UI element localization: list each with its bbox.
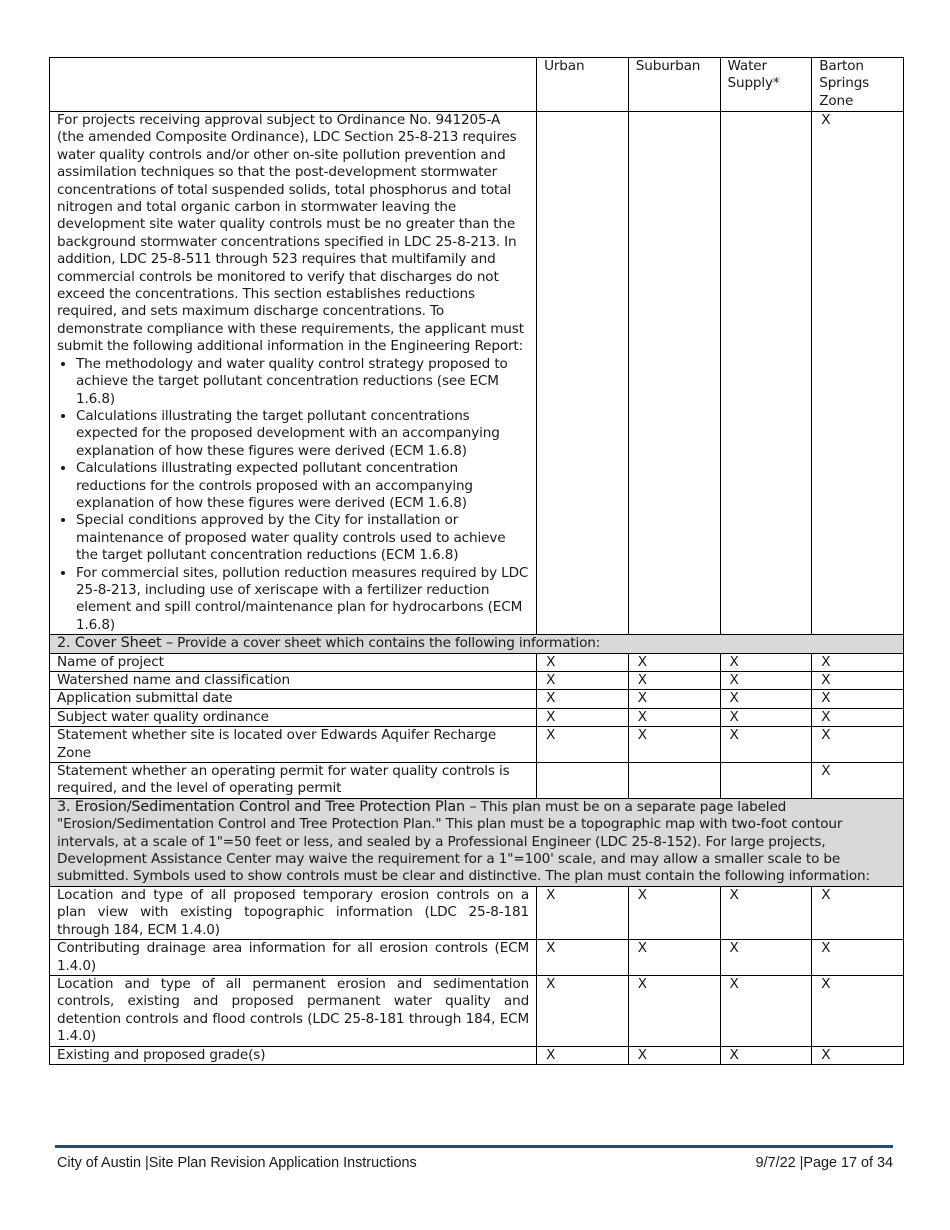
mark-urban: X <box>537 940 629 976</box>
mark-water-supply: X <box>720 690 812 708</box>
mark-suburban: X <box>628 886 720 939</box>
mark-barton-springs: X <box>812 708 904 726</box>
mark-suburban: X <box>628 975 720 1046</box>
list-item: • Calculations illustrating the target pollutant concentrations expected for the proposed development with an accompanying explanation of how these figures were derived (ECM 1.6.8) <box>76 408 529 460</box>
table-row <box>50 727 904 763</box>
table-row <box>50 975 904 1046</box>
row-label: Location and type of all permanent erosion and sedimentation controls, existing and proposed permanent water quality and detention controls and flood controls (LDC 25-8-181 through 184, ECM 1.4.0) <box>50 975 537 1046</box>
mark-suburban: X <box>628 653 720 671</box>
mark-barton-springs: X <box>812 1046 904 1064</box>
mark-urban: X <box>537 653 629 671</box>
mark-barton-springs: X <box>812 672 904 690</box>
mark-urban <box>537 763 629 799</box>
mark-suburban <box>628 112 720 635</box>
mark-water-supply: X <box>720 975 812 1046</box>
row-label: Watershed name and classification <box>50 672 537 690</box>
section-2-header <box>50 635 904 653</box>
mark-urban: X <box>537 708 629 726</box>
mark-barton-springs: X <box>812 727 904 763</box>
row-label: Statement whether site is located over Edwards Aquifer Recharge Zone <box>50 727 537 763</box>
mark-urban: X <box>537 886 629 939</box>
intro-bullet-list <box>57 356 529 635</box>
mark-water-supply: X <box>720 672 812 690</box>
mark-water-supply <box>720 763 812 799</box>
mark-urban: X <box>537 672 629 690</box>
mark-urban: X <box>537 690 629 708</box>
header-urban: Urban <box>537 58 629 112</box>
table-row <box>50 940 904 976</box>
requirements-table <box>49 57 904 1065</box>
mark-water-supply: X <box>720 708 812 726</box>
mark-barton-springs: X <box>812 940 904 976</box>
table-row <box>50 708 904 726</box>
mark-barton-springs: X <box>812 112 904 635</box>
table-row <box>50 886 904 939</box>
mark-barton-springs: X <box>812 653 904 671</box>
row-label: Subject water quality ordinance <box>50 708 537 726</box>
table-row <box>50 653 904 671</box>
mark-suburban: X <box>628 940 720 976</box>
section-3-header <box>50 798 904 886</box>
section-2-text: Provide a cover sheet which contains the following information: <box>173 635 601 652</box>
table-row <box>50 1046 904 1064</box>
mark-suburban <box>628 763 720 799</box>
table-header-row <box>50 58 904 112</box>
intro-cell <box>50 112 537 635</box>
footer-rule <box>55 1145 893 1148</box>
mark-suburban: X <box>628 708 720 726</box>
section-2-header-row <box>50 635 904 653</box>
row-label: Name of project <box>50 653 537 671</box>
mark-water-supply: X <box>720 886 812 939</box>
header-suburban: Suburban <box>628 58 720 112</box>
table-row <box>50 763 904 799</box>
list-item: • Calculations illustrating expected pollutant concentration reductions for the controls proposed with an accompanying explanation of how these figures were derived (ECM 1.6.8) <box>76 460 529 512</box>
mark-water-supply: X <box>720 1046 812 1064</box>
mark-water-supply <box>720 112 812 635</box>
mark-urban: X <box>537 1046 629 1064</box>
row-label: Existing and proposed grade(s) <box>50 1046 537 1064</box>
mark-urban <box>537 112 629 635</box>
intro-text: For projects receiving approval subject to Ordinance No. 941205-A (the amended Composite Ordinance), LDC Section 25-8-213 requires water quality controls and/or other on-site pollution prevention and assimilation techniques so that the post-development stormwater concentrations of total suspended solids, total phosphorus and total nitrogen and total organic carbon in stormwater leaving the development site water quality controls must be no greater than the background stormwater concentrations specified in LDC 25-8-213. In addition, LDC 25-8-511 through 523 requires that multifamily and commercial controls be monitored to verify that discharges do not exceed the concentrations. This section establishes reductions required, and sets maximum discharge concentrations. To demonstrate compliance with these requirements, the applicant must submit the following additional information in the Engineering Report: <box>57 112 524 355</box>
mark-suburban: X <box>628 727 720 763</box>
list-item: • Special conditions approved by the City for installation or maintenance of proposed water quality controls used to achieve the target pollutant concentration reductions (ECM 1.6.8) <box>76 512 529 564</box>
header-water-supply: Water Supply* <box>720 58 812 112</box>
list-item: • The methodology and water quality control strategy proposed to achieve the target pollutant concentration reductions (see ECM 1.6.8) <box>76 356 529 408</box>
header-blank-cell <box>50 58 537 112</box>
row-label: Application submittal date <box>50 690 537 708</box>
section-3-text: This plan must be on a separate page labeled "Erosion/Sedimentation Control and Tree Protection Plan." This plan must be a topographic map with two-foot contour intervals, at a scale of 1"=50 feet or less, and sealed by a Professional Engineer (LDC 25-8-152). For large projects, Development Assistance Center may waive the requirement for a 1"=100' scale, and may allow a smaller scale to be submitted. Symbols used to show controls must be clear and distinctive. The plan must contain the following information: <box>57 798 870 885</box>
mark-water-supply: X <box>720 940 812 976</box>
section-2-title: 2. Cover Sheet – <box>57 635 173 652</box>
mark-barton-springs: X <box>812 690 904 708</box>
table-row <box>50 690 904 708</box>
list-item: • For commercial sites, pollution reduction measures required by LDC 25-8-213, including use of xeriscape with a fertilizer reduction element and spill control/maintenance plan for hydrocarbons (ECM 1.6.8) <box>76 565 529 635</box>
mark-water-supply: X <box>720 653 812 671</box>
intro-row <box>50 112 904 635</box>
mark-urban: X <box>537 975 629 1046</box>
row-label: Contributing drainage area information for all erosion controls (ECM 1.4.0) <box>50 940 537 976</box>
table-row <box>50 672 904 690</box>
mark-urban: X <box>537 727 629 763</box>
footer-page-number: 9/7/22 |Page 17 of 34 <box>755 1155 893 1171</box>
section-3-title: 3. Erosion/Sedimentation Control and Tree Protection Plan – <box>57 798 477 815</box>
mark-suburban: X <box>628 672 720 690</box>
header-barton-springs-zone: Barton Springs Zone <box>812 58 904 112</box>
mark-suburban: X <box>628 690 720 708</box>
mark-suburban: X <box>628 1046 720 1064</box>
row-label: Statement whether an operating permit for water quality controls is required, and the level of operating permit <box>50 763 537 799</box>
mark-barton-springs: X <box>812 975 904 1046</box>
mark-water-supply: X <box>720 727 812 763</box>
mark-barton-springs: X <box>812 886 904 939</box>
footer-document-title: City of Austin |Site Plan Revision Application Instructions <box>57 1155 417 1171</box>
row-label: Location and type of all proposed temporary erosion controls on a plan view with existing topographic information (LDC 25-8-181 through 184, ECM 1.4.0) <box>50 886 537 939</box>
mark-barton-springs: X <box>812 763 904 799</box>
section-3-header-row <box>50 798 904 886</box>
